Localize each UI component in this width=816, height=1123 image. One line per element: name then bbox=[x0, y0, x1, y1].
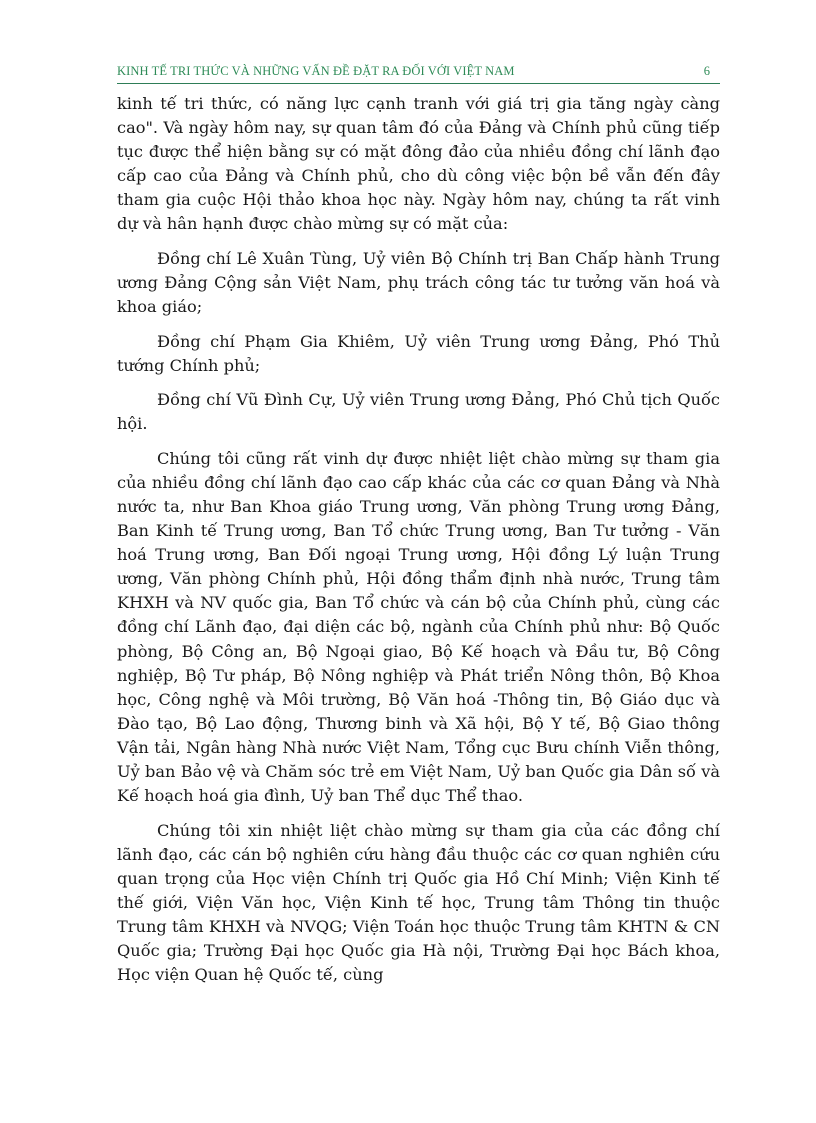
running-header bbox=[117, 62, 720, 84]
paragraph-vu-dinh-cu: Đồng chí Vũ Đình Cự, Uỷ viên Trung ương Đảng, Phó Chủ tịch Quốc hội. bbox=[117, 390, 720, 434]
paragraph-pham-gia-khiem: Đồng chí Phạm Gia Khiêm, Uỷ viên Trung ương Đảng, Phó Thủ tướng Chính phủ; bbox=[117, 331, 720, 375]
paragraph-continuation: kinh tế tri thức, có năng lực cạnh tranh với giá trị gia tăng ngày càng cao". Và ngày hôm nay, sự quan tâm đó của Đảng và Chính phủ cũng tiếp tục được thể hiện bằng sự có mặt đông đảo của nhiều đồng chí lãnh đạo cấp cao của Đảng và Chính phủ, cho dù công việc bộn bề vẫn đến đây tham gia cuộc Hội thảo khoa học này. Ngày hôm nay, chúng ta rất vinh dự và hân hạnh được chào mừng sự có mặt của: bbox=[117, 94, 720, 234]
header-title: KINH TẾ TRI THỨC VÀ NHỮNG VẤN ĐỀ ĐẶT RA ĐỐI VỚI VIỆT NAM bbox=[117, 64, 515, 78]
page-number: 6 bbox=[703, 64, 710, 78]
paragraph-le-xuan-tung: Đồng chí Lê Xuân Tùng, Uỷ viên Bộ Chính trị Ban Chấp hành Trung ương Đảng Cộng sản Việt Nam, phụ trách công tác tư tưởng văn hoá và khoa giáo; bbox=[117, 248, 720, 317]
paragraph-leaders-list: Chúng tôi cũng rất vinh dự được nhiệt liệt chào mừng sự tham gia của nhiều đồng chí lãnh đạo cao cấp khác của các cơ quan Đảng và Nhà nước ta, như Ban Khoa giáo Trung ương, Văn phòng Trung ương Đảng, Ban Kinh tế Trung ương, Ban Tổ chức Trung ương, Ban Tư tưởng - Văn hoá Trung ương, Ban Đối ngoại Trung ương, Hội đồng Lý luận Trung ương, Văn phòng Chính phủ, Hội đồng thẩm định nhà nước, Trung tâm KHXH và NV quốc gia, Ban Tổ chức và cán bộ của Chính phủ, cùng các đồng chí Lãnh đạo, đại diện các bộ, ngành của Chính phủ như: Bộ Quốc phòng, Bộ Công an, Bộ Ngoại giao, Bộ Kế hoạch và Đầu tư, Bộ Công nghiệp, Bộ Tư pháp, Bộ Nông nghiệp và Phát triển Nông thôn, Bộ Khoa học, Công nghệ và Môi trường, Bộ Văn hoá -Thông tin, Bộ Giáo dục và Đào tạo, Bộ Lao động, Thương binh và Xã hội, Bộ Y tế, Bộ Giao thông Vận tải, Ngân hàng Nhà nước Việt Nam, Tổng cục Bưu chính Viễn thông, Uỷ ban Bảo vệ và Chăm sóc trẻ em Việt Nam, Uỷ ban Quốc gia Dân số và Kế hoạch hoá gia đình, Uỷ ban Thể dục Thể thao. bbox=[117, 448, 720, 806]
paragraph-research-institutions: Chúng tôi xin nhiệt liệt chào mừng sự tham gia của các đồng chí lãnh đạo, các cán bộ nghiên cứu hàng đầu thuộc các cơ quan nghiên cứu quan trọng của Học viện Chính trị Quốc gia Hồ Chí Minh; Viện Kinh tế thế giới, Viện Văn học, Viện Kinh tế học, Trung tâm Thông tin thuộc Trung tâm KHXH và NVQG; Viện Toán học thuộc Trung tâm KHTN & CN Quốc gia; Trường Đại học Quốc gia Hà nội, Trường Đại học Bách khoa, Học viện Quan hệ Quốc tế, cùng bbox=[117, 820, 720, 985]
body-text bbox=[117, 92, 720, 987]
